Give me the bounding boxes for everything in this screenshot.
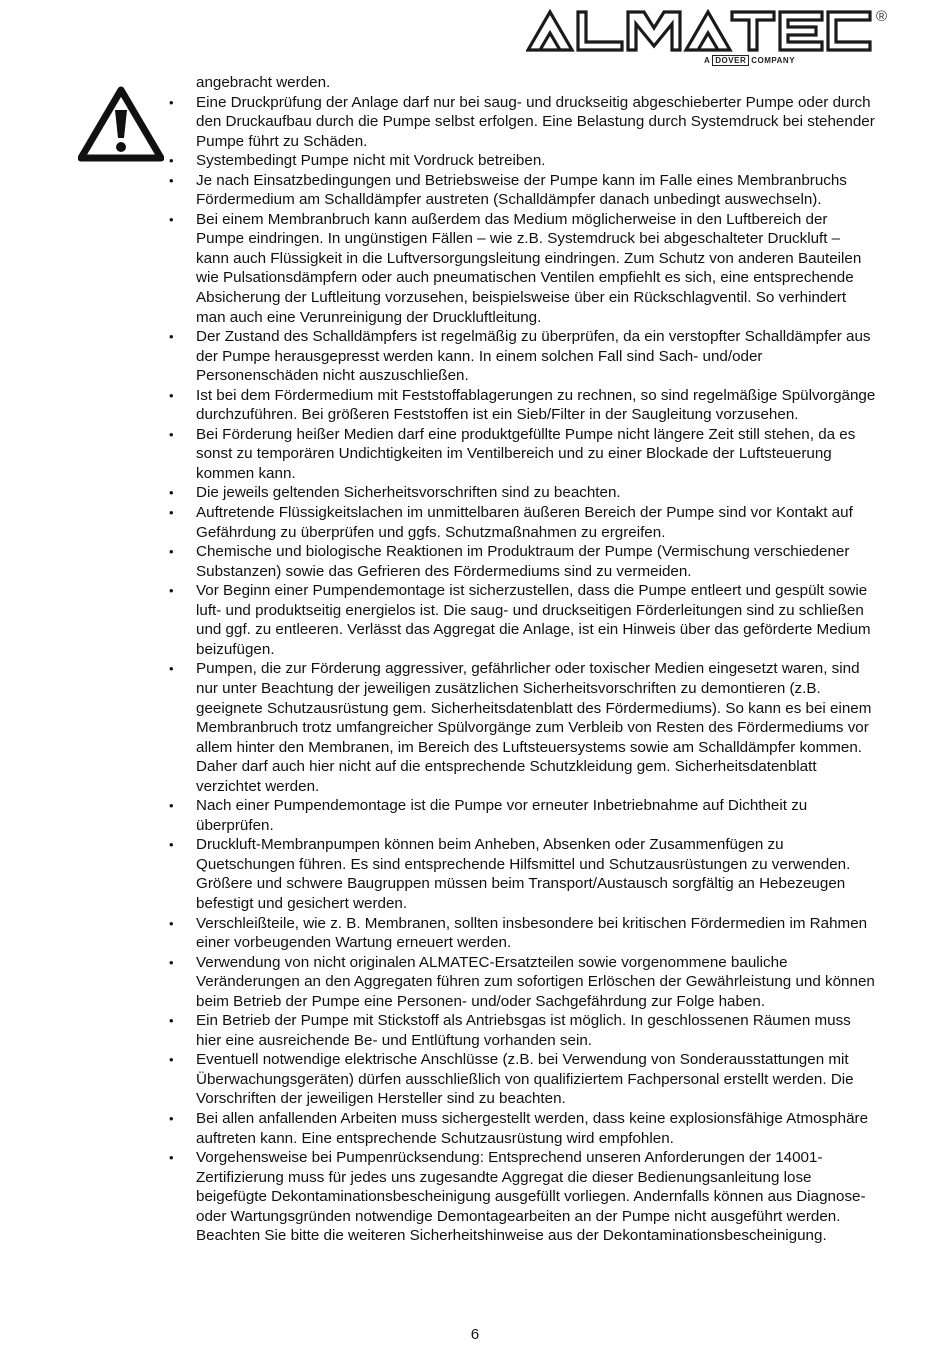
list-item: • Auftretende Flüssigkeitslachen im unmittelbaren äußeren Bereich der Pumpe sind vor Kontakt auf Gefährdung zu überprüfen und ggfs. Schutzmaßnahmen zu ergreifen. <box>196 503 876 542</box>
list-item: • Vor Beginn einer Pumpendemontage ist sicherzustellen, dass die Pumpe entleert und gespült sowie luft- und produktseitig energielos ist. Die saug- und druckseitigen Förderleitungen sind zu schließen und ggf. zu entleeren. Verlässt das Aggregat die Anlage, ist ein Hinweis über das geförderte Medium beizufügen. <box>196 581 876 659</box>
logo-tagline <box>704 56 795 65</box>
tagline-suffix: COMPANY <box>751 56 796 65</box>
logo-wordmark <box>526 6 872 54</box>
page-number: 6 <box>470 1326 480 1343</box>
list-item: • Vorgehensweise bei Pumpenrücksendung: Entsprechend unseren Anforderungen der 14001-Zertifizierung muss für jedes uns zugesandte Aggregat die dieser Bedienungsanleitung lose beigefügte Dekontaminationsbescheinigung ausgefüllt vorliegen. Andernfalls können aus Diagnose- oder Wartungsgründen notwendige Demontagearbeiten an der Pumpe nicht ausgeführt werden. Beachten Sie bitte die weiteren Sicherheitshinweise aus der Dekontaminationsbescheinigung. <box>196 1148 876 1246</box>
safety-instructions <box>196 73 876 1246</box>
list-item: • Die jeweils geltenden Sicherheitsvorschriften sind zu beachten. <box>196 483 876 503</box>
list-item: • Druckluft-Membranpumpen können beim Anheben, Absenken oder Zusammenfügen zu Quetschungen führen. Es sind entsprechende Hilfsmittel und Schutzausrüstungen zu verwenden. Größere und schwere Baugruppen müssen beim Transport/Austausch sorgfältig an Hebezeugen befestigt und gesichert werden. <box>196 835 876 913</box>
list-item: • Eventuell notwendige elektrische Anschlüsse (z.B. bei Verwendung von Sonderausstattungen mit Überwachungsgeräten) dürfen ausschließlich von qualifiziertem Fachpersonal erstellt werden. Die Vorschriften der jeweiligen Hersteller sind zu beachten. <box>196 1050 876 1109</box>
list-item: • Pumpen, die zur Förderung aggressiver, gefährlicher oder toxischer Medien eingesetzt waren, sind nur unter Beachtung der jeweiligen zusätzlichen Sicherheitsvorschriften zu demontieren (z.B. geeignete Schutzausrüstung gem. Sicherheitsdatenblatt des Fördermediums). So kann es bei einem Membranbruch trotz umfangreicher Spülvorgänge zum Verbleib von Resten des Fördermediums vor allem hinter den Membranen, im Bereich des Luftsteuersystems sowie am Schalldämpfer kommen. Daher darf auch hier nicht auf die entsprechende Schutzkleidung gem. Sicherheitsdatenblatt verzichtet werden. <box>196 659 876 796</box>
list-item: • Chemische und biologische Reaktionen im Produktraum der Pumpe (Vermischung verschiedener Substanzen) sowie das Gefrieren des Fördermediums sind zu vermeiden. <box>196 542 876 581</box>
list-item: • Verschleißteile, wie z. B. Membranen, sollten insbesondere bei kritischen Fördermedien im Rahmen einer vorbeugenden Wartung erneuert werden. <box>196 914 876 953</box>
registered-mark: ® <box>876 8 888 25</box>
tagline-prefix: A <box>704 56 711 65</box>
list-item: • Systembedingt Pumpe nicht mit Vordruck betreiben. <box>196 151 876 171</box>
list-item: • Der Zustand des Schalldämpfers ist regelmäßig zu überprüfen, da ein verstopfter Schalldämpfer aus der Pumpe herausgepresst werden kann. In einem solchen Fall sind Sach- und/oder Personenschäden nicht auszuschließen. <box>196 327 876 386</box>
list-item: • Bei allen anfallenden Arbeiten muss sichergestellt werden, dass keine explosionsfähige Atmosphäre auftreten kann. Eine entsprechende Schutzausrüstung wird empfohlen. <box>196 1109 876 1148</box>
list-item: • Nach einer Pumpendemontage ist die Pumpe vor erneuter Inbetriebnahme auf Dichtheit zu überprüfen. <box>196 796 876 835</box>
tagline-brand: DOVER <box>712 55 749 66</box>
safety-list <box>196 93 876 1246</box>
list-item: • Eine Druckprüfung der Anlage darf nur bei saug- und druckseitig abgeschieberter Pumpe oder durch den Druckaufbau durch die Pumpe selbst erfolgen. Eine Belastung durch Systemdruck bei stehender Pumpe führt zu Schäden. <box>196 93 876 152</box>
list-item: • Bei einem Membranbruch kann außerdem das Medium möglicherweise in den Luftbereich der Pumpe eindringen. In ungünstigen Fällen – wie z.B. Systemdruck bei abgeschalteter Druckluft – kann auch Flüssigkeit in die Luftversorgungsleitung eindringen. Zum Schutz von anderen Bauteilen wie Pulsationsdämpfern oder auch pneumatischen Ventilen empfiehlt es sich, eine entsprechende Absicherung der Luftleitung vorzusehen, beispielsweise über ein Rückschlagventil. So verhindert man auch eine Verunreinigung der Druckluftleitung. <box>196 210 876 327</box>
list-item: • Verwendung von nicht originalen ALMATEC-Ersatzteilen sowie vorgenommene bauliche Veränderungen an den Aggregaten führen zum sofortigen Erlöschen der Gewährleistung und können beim Betrieb der Pumpe eine Personen- und/oder Sachgefährdung zur Folge haben. <box>196 953 876 1012</box>
lead-text: angebracht werden. <box>196 74 331 91</box>
list-item: • Ist bei dem Fördermedium mit Feststoffablagerungen zu rechnen, so sind regelmäßige Spülvorgänge durchzuführen. Bei größeren Feststoffen ist ein Sieb/Filter in der Saugleitung vorzusehen. <box>196 386 876 425</box>
list-item: • Je nach Einsatzbedingungen und Betriebsweise der Pumpe kann im Falle eines Membranbruchs Fördermedium am Schalldämpfer austreten (Schalldämpfer danach unbedingt auswechseln). <box>196 171 876 210</box>
list-item: • Ein Betrieb der Pumpe mit Stickstoff als Antriebsgas ist möglich. In geschlossenen Räumen muss hier eine ausreichende Be- und Entlüftung vorhanden sein. <box>196 1011 876 1050</box>
company-logo <box>526 6 906 72</box>
warning-triangle-icon <box>78 86 164 162</box>
list-item: • Bei Förderung heißer Medien darf eine produktgefüllte Pumpe nicht längere Zeit still stehen, da es sonst zu temporären Undichtigkeiten im Ventilbereich und zu einer Blockade der Luftsteuerung kommen kann. <box>196 425 876 484</box>
